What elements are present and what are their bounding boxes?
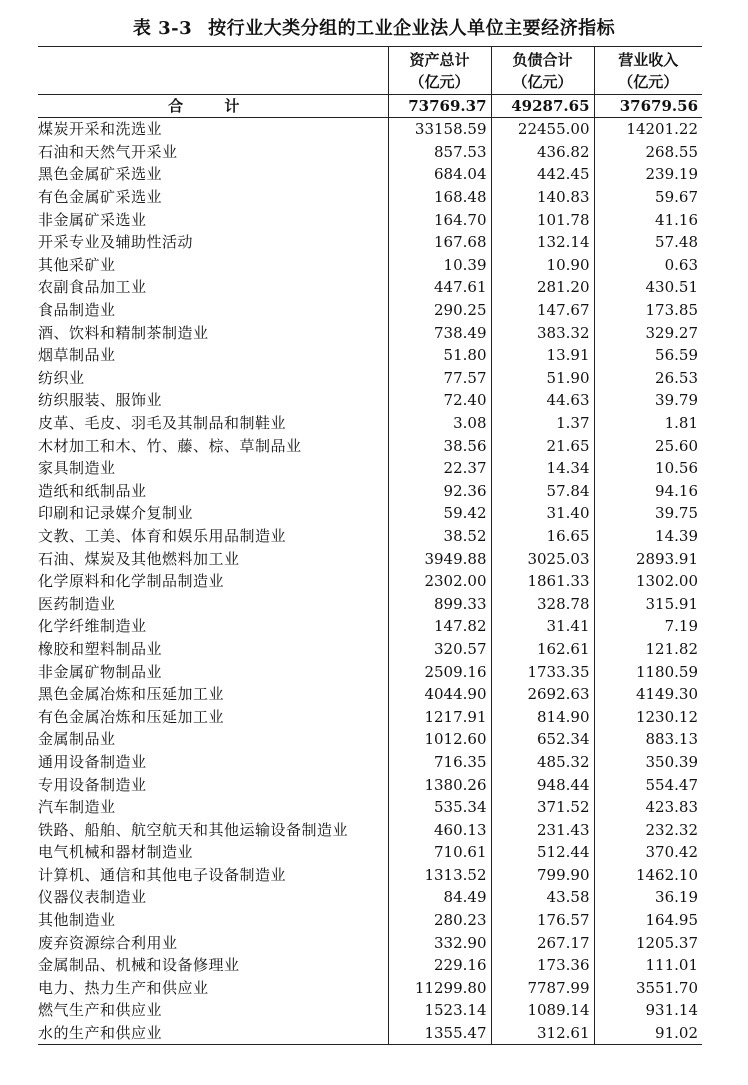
table-row (38, 773, 702, 796)
revenue-cell: 350.39 (594, 751, 702, 774)
table-row (38, 186, 702, 209)
assets-cell: 535.34 (388, 796, 491, 819)
table-row (38, 434, 702, 457)
industry-name-cell: 皮革、毛皮、羽毛及其制品和制鞋业 (38, 414, 287, 433)
industry-name-cell: 家具制造业 (38, 459, 116, 478)
table-row (38, 705, 702, 728)
liabilities-cell: 132.14 (491, 231, 594, 254)
industry-name-cell: 化学原料和化学制品制造业 (38, 572, 225, 591)
industry-name-cell: 金属制品、机械和设备修理业 (38, 956, 240, 975)
table-row (38, 208, 702, 231)
revenue-cell: 4149.30 (594, 683, 702, 706)
liabilities-cell: 2692.63 (491, 683, 594, 706)
table-row (38, 570, 702, 593)
total-label: 合 计 (38, 95, 388, 118)
liabilities-cell: 1861.33 (491, 570, 594, 593)
assets-cell: 3949.88 (388, 547, 491, 570)
liabilities-cell: 7787.99 (491, 977, 594, 1000)
statistics-table (38, 46, 702, 1045)
industry-name-cell: 农副食品加工业 (38, 278, 147, 297)
revenue-cell: 239.19 (594, 163, 702, 186)
revenue-cell: 36.19 (594, 886, 702, 909)
assets-cell: 857.53 (388, 141, 491, 164)
assets-cell: 332.90 (388, 931, 491, 954)
industry-name-cell: 纺织业 (38, 368, 85, 387)
table-row (38, 615, 702, 638)
revenue-cell: 423.83 (594, 796, 702, 819)
table-row (38, 299, 702, 322)
industry-name-cell: 计算机、通信和其他电子设备制造业 (38, 865, 287, 884)
industry-name-cell: 电气机械和器材制造业 (38, 843, 194, 862)
table-row (38, 254, 702, 277)
table-row (38, 954, 702, 977)
industry-name-cell: 化学纤维制造业 (38, 617, 147, 636)
industry-name-cell: 烟草制品业 (38, 346, 116, 365)
liabilities-cell: 948.44 (491, 773, 594, 796)
industry-name-cell: 有色金属矿采选业 (38, 188, 163, 207)
table-row (38, 344, 702, 367)
assets-cell: 684.04 (388, 163, 491, 186)
table-row (38, 547, 702, 570)
assets-cell: 2509.16 (388, 660, 491, 683)
revenue-cell: 94.16 (594, 480, 702, 503)
revenue-cell: 10.56 (594, 457, 702, 480)
liabilities-cell: 44.63 (491, 389, 594, 412)
assets-cell: 899.33 (388, 592, 491, 615)
industry-name-cell: 废弃资源综合利用业 (38, 933, 178, 952)
liabilities-cell: 267.17 (491, 931, 594, 954)
revenue-cell: 370.42 (594, 841, 702, 864)
industry-name-cell: 文教、工美、体育和娱乐用品制造业 (38, 526, 287, 545)
header-liabilities-label: 负债合计 (512, 50, 573, 69)
liabilities-cell: 173.36 (491, 954, 594, 977)
industry-name-cell: 黑色金属矿采选业 (38, 165, 163, 184)
total-assets: 73769.37 (388, 95, 491, 118)
assets-cell: 168.48 (388, 186, 491, 209)
assets-cell: 22.37 (388, 457, 491, 480)
revenue-cell: 2893.91 (594, 547, 702, 570)
table-row (38, 728, 702, 751)
header-revenue-label: 营业收入 (618, 50, 679, 69)
assets-cell: 11299.80 (388, 977, 491, 1000)
revenue-cell: 59.67 (594, 186, 702, 209)
table-title (0, 14, 748, 40)
industry-name-cell: 非金属矿物制品业 (38, 662, 163, 681)
industry-name-cell: 有色金属冶炼和压延加工业 (38, 707, 225, 726)
assets-cell: 447.61 (388, 276, 491, 299)
revenue-cell: 111.01 (594, 954, 702, 977)
liabilities-cell: 147.67 (491, 299, 594, 322)
industry-name-cell: 黑色金属冶炼和压延加工业 (38, 685, 225, 704)
industry-name-cell: 石油和天然气开采业 (38, 142, 178, 161)
header-assets-unit: （亿元） (409, 72, 470, 91)
assets-cell: 290.25 (388, 299, 491, 322)
industry-name-cell: 造纸和纸制品业 (38, 481, 147, 500)
liabilities-cell: 16.65 (491, 525, 594, 548)
revenue-cell: 26.53 (594, 367, 702, 390)
revenue-cell: 14.39 (594, 525, 702, 548)
table-row (38, 886, 702, 909)
industry-name-cell: 橡胶和塑料制品业 (38, 639, 163, 658)
industry-name-cell: 其他采矿业 (38, 255, 116, 274)
liabilities-cell: 21.65 (491, 434, 594, 457)
industry-name-cell: 食品制造业 (38, 301, 116, 320)
industry-name-cell: 医药制造业 (38, 594, 116, 613)
industry-name-cell: 非金属矿采选业 (38, 210, 147, 229)
revenue-cell: 329.27 (594, 321, 702, 344)
table-row (38, 163, 702, 186)
table-row (38, 118, 702, 141)
liabilities-cell: 1733.35 (491, 660, 594, 683)
revenue-cell: 3551.70 (594, 977, 702, 1000)
table-row (38, 977, 702, 1000)
table-row (38, 141, 702, 164)
table-row (38, 367, 702, 390)
table-row (38, 796, 702, 819)
assets-cell: 1355.47 (388, 1022, 491, 1045)
revenue-cell: 56.59 (594, 344, 702, 367)
industry-name-cell: 汽车制造业 (38, 798, 116, 817)
industry-name-cell: 其他制造业 (38, 911, 116, 930)
assets-cell: 77.57 (388, 367, 491, 390)
revenue-cell: 14201.22 (594, 118, 702, 141)
liabilities-cell: 51.90 (491, 367, 594, 390)
table-row (38, 502, 702, 525)
liabilities-cell: 442.45 (491, 163, 594, 186)
table-row (38, 412, 702, 435)
assets-cell: 1380.26 (388, 773, 491, 796)
industry-name-cell: 专用设备制造业 (38, 775, 147, 794)
assets-cell: 3.08 (388, 412, 491, 435)
assets-cell: 59.42 (388, 502, 491, 525)
total-revenue: 37679.56 (594, 95, 702, 118)
assets-cell: 229.16 (388, 954, 491, 977)
assets-cell: 33158.59 (388, 118, 491, 141)
assets-cell: 320.57 (388, 638, 491, 661)
liabilities-cell: 3025.03 (491, 547, 594, 570)
industry-name-cell: 木材加工和木、竹、藤、棕、草制品业 (38, 436, 302, 455)
revenue-cell: 1302.00 (594, 570, 702, 593)
revenue-cell: 91.02 (594, 1022, 702, 1045)
liabilities-cell: 22455.00 (491, 118, 594, 141)
industry-name-cell: 通用设备制造业 (38, 752, 147, 771)
total-liabilities: 49287.65 (491, 95, 594, 118)
industry-name-cell: 开采专业及辅助性活动 (38, 233, 194, 252)
revenue-cell: 883.13 (594, 728, 702, 751)
liabilities-cell: 328.78 (491, 592, 594, 615)
liabilities-cell: 140.83 (491, 186, 594, 209)
liabilities-cell: 652.34 (491, 728, 594, 751)
revenue-cell: 7.19 (594, 615, 702, 638)
industry-name-cell: 燃气生产和供应业 (38, 1001, 163, 1020)
table-row (38, 321, 702, 344)
liabilities-cell: 814.90 (491, 705, 594, 728)
table-row (38, 660, 702, 683)
assets-cell: 1217.91 (388, 705, 491, 728)
table-row (38, 638, 702, 661)
assets-cell: 1523.14 (388, 999, 491, 1022)
liabilities-cell: 383.32 (491, 321, 594, 344)
industry-name-cell: 印刷和记录媒介复制业 (38, 504, 194, 523)
header-revenue-unit: （亿元） (618, 72, 679, 91)
liabilities-cell: 43.58 (491, 886, 594, 909)
header-revenue (594, 47, 702, 95)
revenue-cell: 1.81 (594, 412, 702, 435)
assets-cell: 710.61 (388, 841, 491, 864)
industry-name-cell: 金属制品业 (38, 730, 116, 749)
revenue-cell: 39.75 (594, 502, 702, 525)
table-number: 表 3-3 (132, 18, 193, 39)
table-row (38, 389, 702, 412)
liabilities-cell: 31.41 (491, 615, 594, 638)
industry-name-cell: 石油、煤炭及其他燃料加工业 (38, 549, 240, 568)
revenue-cell: 0.63 (594, 254, 702, 277)
assets-cell: 164.70 (388, 208, 491, 231)
liabilities-cell: 176.57 (491, 909, 594, 932)
liabilities-cell: 1.37 (491, 412, 594, 435)
assets-cell: 38.56 (388, 434, 491, 457)
industry-name-cell: 纺织服装、服饰业 (38, 391, 163, 410)
liabilities-cell: 10.90 (491, 254, 594, 277)
liabilities-cell: 371.52 (491, 796, 594, 819)
industry-name-cell: 铁路、船舶、航空航天和其他运输设备制造业 (38, 820, 349, 839)
table-title-text: 按行业大类分组的工业企业法人单位主要经济指标 (208, 18, 616, 39)
table-row (38, 525, 702, 548)
revenue-cell: 39.79 (594, 389, 702, 412)
revenue-cell: 554.47 (594, 773, 702, 796)
revenue-cell: 25.60 (594, 434, 702, 457)
liabilities-cell: 57.84 (491, 480, 594, 503)
revenue-cell: 315.91 (594, 592, 702, 615)
table-row (38, 864, 702, 887)
assets-cell: 51.80 (388, 344, 491, 367)
table-row (38, 683, 702, 706)
table-row (38, 480, 702, 503)
liabilities-cell: 1089.14 (491, 999, 594, 1022)
liabilities-cell: 281.20 (491, 276, 594, 299)
liabilities-cell: 485.32 (491, 751, 594, 774)
revenue-cell: 1205.37 (594, 931, 702, 954)
revenue-cell: 430.51 (594, 276, 702, 299)
assets-cell: 1012.60 (388, 728, 491, 751)
industry-name-cell: 酒、饮料和精制茶制造业 (38, 323, 209, 342)
revenue-cell: 931.14 (594, 999, 702, 1022)
table-row (38, 457, 702, 480)
liabilities-cell: 512.44 (491, 841, 594, 864)
table-row (38, 818, 702, 841)
table-header-row (38, 47, 702, 95)
assets-cell: 10.39 (388, 254, 491, 277)
industry-name-cell: 煤炭开采和洗选业 (38, 120, 163, 139)
assets-cell: 738.49 (388, 321, 491, 344)
liabilities-cell: 162.61 (491, 638, 594, 661)
header-liabilities (491, 47, 594, 95)
liabilities-cell: 799.90 (491, 864, 594, 887)
liabilities-cell: 231.43 (491, 818, 594, 841)
header-assets (388, 47, 491, 95)
assets-cell: 460.13 (388, 818, 491, 841)
table-row (38, 231, 702, 254)
header-industry (38, 47, 388, 95)
assets-cell: 4044.90 (388, 683, 491, 706)
liabilities-cell: 436.82 (491, 141, 594, 164)
revenue-cell: 268.55 (594, 141, 702, 164)
revenue-cell: 1180.59 (594, 660, 702, 683)
table-row (38, 841, 702, 864)
revenue-cell: 232.32 (594, 818, 702, 841)
header-assets-label: 资产总计 (409, 50, 470, 69)
revenue-cell: 41.16 (594, 208, 702, 231)
assets-cell: 92.36 (388, 480, 491, 503)
industry-name-cell: 水的生产和供应业 (38, 1022, 388, 1045)
table-row (38, 751, 702, 774)
assets-cell: 72.40 (388, 389, 491, 412)
assets-cell: 716.35 (388, 751, 491, 774)
revenue-cell: 57.48 (594, 231, 702, 254)
table-row (38, 276, 702, 299)
liabilities-cell: 13.91 (491, 344, 594, 367)
assets-cell: 147.82 (388, 615, 491, 638)
total-row (38, 95, 702, 118)
revenue-cell: 164.95 (594, 909, 702, 932)
assets-cell: 84.49 (388, 886, 491, 909)
industry-name-cell: 仪器仪表制造业 (38, 888, 147, 907)
assets-cell: 280.23 (388, 909, 491, 932)
table-body (38, 118, 702, 1045)
revenue-cell: 1230.12 (594, 705, 702, 728)
industry-name-cell: 电力、热力生产和供应业 (38, 978, 209, 997)
assets-cell: 2302.00 (388, 570, 491, 593)
revenue-cell: 173.85 (594, 299, 702, 322)
liabilities-cell: 14.34 (491, 457, 594, 480)
table-row (38, 931, 702, 954)
table-row (38, 909, 702, 932)
revenue-cell: 1462.10 (594, 864, 702, 887)
table-row (38, 592, 702, 615)
revenue-cell: 121.82 (594, 638, 702, 661)
assets-cell: 1313.52 (388, 864, 491, 887)
assets-cell: 167.68 (388, 231, 491, 254)
liabilities-cell: 312.61 (491, 1022, 594, 1045)
header-liabilities-unit: （亿元） (512, 72, 573, 91)
assets-cell: 38.52 (388, 525, 491, 548)
table-row (38, 1022, 702, 1045)
liabilities-cell: 101.78 (491, 208, 594, 231)
table-row (38, 999, 702, 1022)
liabilities-cell: 31.40 (491, 502, 594, 525)
